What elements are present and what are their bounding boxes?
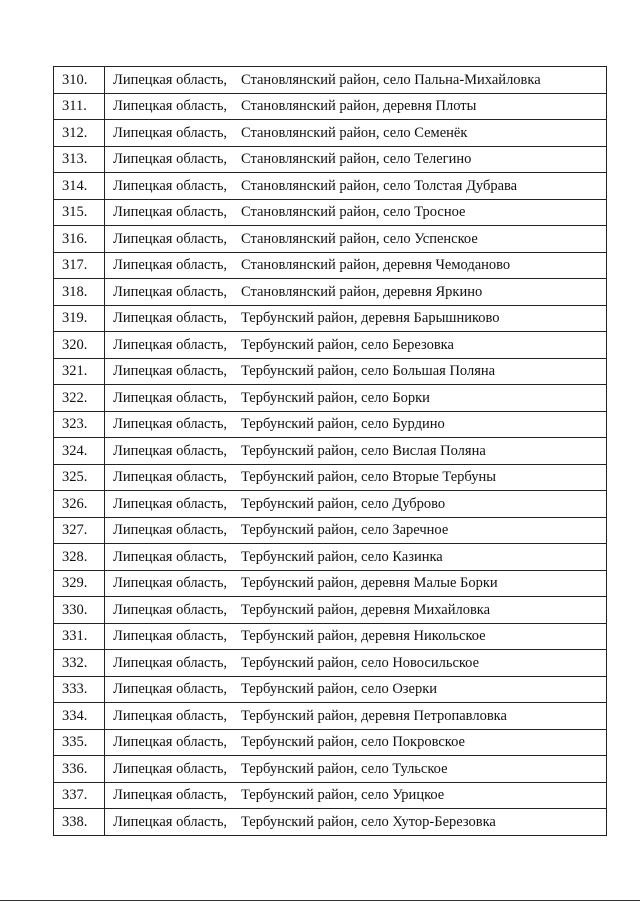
region-name: Липецкая область, <box>113 575 228 591</box>
location-cell <box>105 756 607 783</box>
location-cell <box>105 173 607 200</box>
location-cell <box>105 703 607 730</box>
settlement-name: Становлянский район, село Телегино <box>241 151 472 167</box>
row-number: 337. <box>54 782 105 809</box>
settlement-name: Тербунский район, село Дуброво <box>241 495 446 512</box>
settlement-name: Тербунский район, село Урицкое <box>241 787 445 803</box>
region-name: Липецкая область, <box>113 681 228 697</box>
settlement-name: Становлянский район, село Тросное <box>241 204 466 220</box>
region-name: Липецкая область, <box>113 707 228 724</box>
row-number: 318. <box>54 279 105 306</box>
table-row <box>54 226 607 253</box>
table-row <box>54 676 607 703</box>
settlement-name: Тербунский район, деревня Малые Борки <box>241 575 498 591</box>
table-row <box>54 332 607 359</box>
row-number: 310. <box>54 67 105 94</box>
table-row <box>54 464 607 491</box>
region-name: Липецкая область, <box>113 230 228 247</box>
table-row <box>54 385 607 412</box>
location-cell <box>105 120 607 147</box>
region-name: Липецкая область, <box>113 601 228 618</box>
location-cell <box>105 199 607 226</box>
region-name: Липецкая область, <box>113 416 228 432</box>
row-number: 313. <box>54 146 105 173</box>
table-row <box>54 93 607 120</box>
row-number: 317. <box>54 252 105 279</box>
region-name: Липецкая область, <box>113 389 228 406</box>
settlement-name: Тербунский район, деревня Никольское <box>241 628 486 644</box>
row-number: 332. <box>54 650 105 677</box>
location-cell <box>105 570 607 597</box>
region-name: Липецкая область, <box>113 204 228 220</box>
settlement-name: Тербунский район, село Вторые Тербуны <box>241 469 497 485</box>
region-name: Липецкая область, <box>113 98 228 114</box>
location-cell <box>105 491 607 518</box>
region-name: Липецкая область, <box>113 787 228 803</box>
location-cell <box>105 146 607 173</box>
settlement-name: Тербунский район, село Большая Поляна <box>241 363 496 379</box>
table-row <box>54 782 607 809</box>
settlement-name: Тербунский район, деревня Михайловка <box>241 601 491 618</box>
table-row <box>54 146 607 173</box>
settlements-table <box>53 66 607 836</box>
region-name: Липецкая область, <box>113 548 228 565</box>
page-bottom-rule <box>0 900 640 901</box>
table-row <box>54 491 607 518</box>
settlement-name: Становлянский район, деревня Плоты <box>241 98 477 114</box>
location-cell <box>105 650 607 677</box>
row-number: 331. <box>54 623 105 650</box>
row-number: 338. <box>54 809 105 836</box>
region-name: Липецкая область, <box>113 495 228 512</box>
row-number: 326. <box>54 491 105 518</box>
settlement-name: Тербунский район, село Новосильское <box>241 654 480 671</box>
location-cell <box>105 782 607 809</box>
row-number: 321. <box>54 358 105 385</box>
table-row <box>54 438 607 465</box>
table-row <box>54 199 607 226</box>
row-number: 325. <box>54 464 105 491</box>
row-number: 327. <box>54 517 105 544</box>
settlement-name: Становлянский район, село Семенёк <box>241 124 468 141</box>
table-row <box>54 544 607 571</box>
table-row <box>54 623 607 650</box>
location-cell <box>105 809 607 836</box>
settlement-name: Тербунский район, село Вислая Поляна <box>241 442 486 459</box>
row-number: 322. <box>54 385 105 412</box>
table-row <box>54 703 607 730</box>
region-name: Липецкая область, <box>113 363 228 379</box>
row-number: 314. <box>54 173 105 200</box>
table-row <box>54 173 607 200</box>
row-number: 334. <box>54 703 105 730</box>
settlement-name: Тербунский район, село Бурдино <box>241 416 445 432</box>
location-cell <box>105 67 607 94</box>
table-row <box>54 809 607 836</box>
table-row <box>54 729 607 756</box>
table-row <box>54 67 607 94</box>
location-cell <box>105 358 607 385</box>
region-name: Липецкая область, <box>113 151 228 167</box>
table-row <box>54 279 607 306</box>
region-name: Липецкая область, <box>113 734 228 750</box>
table-row <box>54 597 607 624</box>
row-number: 323. <box>54 411 105 438</box>
table-row <box>54 358 607 385</box>
location-cell <box>105 517 607 544</box>
settlement-name: Тербунский район, село Тульское <box>241 760 448 777</box>
row-number: 312. <box>54 120 105 147</box>
settlement-name: Тербунский район, село Озерки <box>241 681 438 697</box>
region-name: Липецкая область, <box>113 442 228 459</box>
settlement-name: Тербунский район, деревня Барышниково <box>241 310 500 326</box>
region-name: Липецкая область, <box>113 760 228 777</box>
region-name: Липецкая область, <box>113 522 228 538</box>
settlement-name: Становлянский район, деревня Чемоданово <box>241 257 511 273</box>
table-row <box>54 411 607 438</box>
settlement-name: Тербунский район, село Хутор-Березовка <box>241 813 496 830</box>
row-number: 320. <box>54 332 105 359</box>
settlement-name: Становлянский район, село Толстая Дубрава <box>241 177 518 194</box>
settlement-name: Тербунский район, село Березовка <box>241 336 454 353</box>
table-row <box>54 517 607 544</box>
location-cell <box>105 729 607 756</box>
region-name: Липецкая область, <box>113 177 228 194</box>
settlement-name: Становлянский район, деревня Яркино <box>241 283 483 300</box>
row-number: 324. <box>54 438 105 465</box>
settlement-name: Становлянский район, село Успенское <box>241 230 478 247</box>
row-number: 330. <box>54 597 105 624</box>
region-name: Липецкая область, <box>113 310 228 326</box>
table-row <box>54 570 607 597</box>
location-cell <box>105 676 607 703</box>
row-number: 335. <box>54 729 105 756</box>
region-name: Липецкая область, <box>113 469 228 485</box>
settlement-name: Тербунский район, село Покровское <box>241 734 465 750</box>
row-number: 333. <box>54 676 105 703</box>
row-number: 336. <box>54 756 105 783</box>
location-cell <box>105 464 607 491</box>
location-cell <box>105 93 607 120</box>
location-cell <box>105 252 607 279</box>
settlement-name: Становлянский район, село Пальна-Михайловка <box>241 71 541 88</box>
region-name: Липецкая область, <box>113 654 228 671</box>
location-cell <box>105 597 607 624</box>
region-name: Липецкая область, <box>113 628 228 644</box>
row-number: 315. <box>54 199 105 226</box>
table-row <box>54 650 607 677</box>
location-cell <box>105 411 607 438</box>
settlement-name: Тербунский район, село Заречное <box>241 522 449 538</box>
row-number: 328. <box>54 544 105 571</box>
row-number: 311. <box>54 93 105 120</box>
region-name: Липецкая область, <box>113 124 228 141</box>
table-row <box>54 305 607 332</box>
location-cell <box>105 623 607 650</box>
row-number: 329. <box>54 570 105 597</box>
row-number: 319. <box>54 305 105 332</box>
region-name: Липецкая область, <box>113 283 228 300</box>
table-row <box>54 120 607 147</box>
location-cell <box>105 385 607 412</box>
settlement-name: Тербунский район, село Казинка <box>241 548 443 565</box>
location-cell <box>105 226 607 253</box>
location-cell <box>105 438 607 465</box>
region-name: Липецкая область, <box>113 257 228 273</box>
table-row <box>54 756 607 783</box>
location-cell <box>105 544 607 571</box>
row-number: 316. <box>54 226 105 253</box>
location-cell <box>105 279 607 306</box>
table-body <box>54 67 607 836</box>
location-cell <box>105 332 607 359</box>
region-name: Липецкая область, <box>113 71 228 88</box>
location-cell <box>105 305 607 332</box>
region-name: Липецкая область, <box>113 813 228 830</box>
region-name: Липецкая область, <box>113 336 228 353</box>
settlement-name: Тербунский район, село Борки <box>241 389 430 406</box>
settlement-name: Тербунский район, деревня Петропавловка <box>241 707 507 724</box>
table-row <box>54 252 607 279</box>
